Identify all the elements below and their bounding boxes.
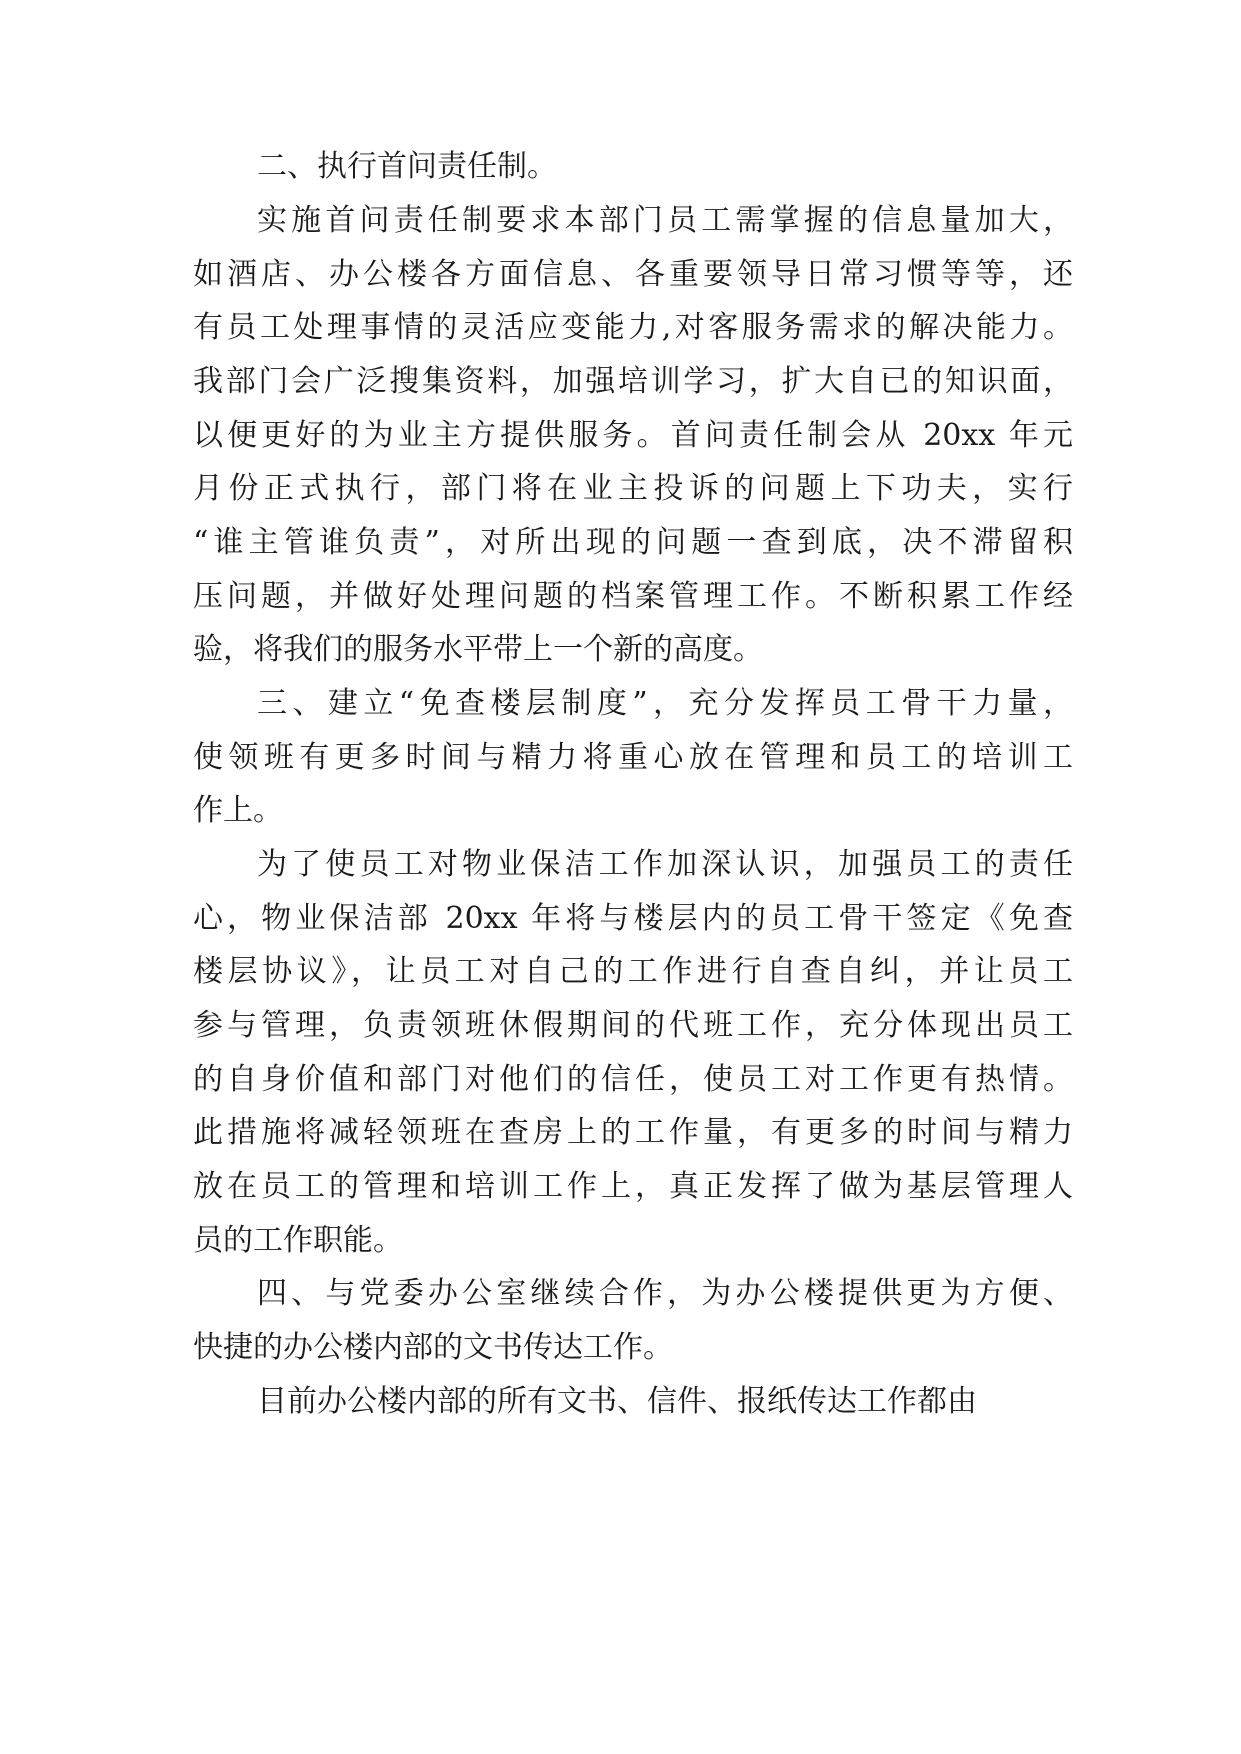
paragraph-line: 为了使员工对物业保洁工作加深认识，加强员工的责任: [257, 847, 1073, 882]
paragraph-line: 压问题，并做好处理问题的档案管理工作。不断积累工作经: [193, 579, 1073, 614]
paragraph-line: 实施首问责任制要求本部门员工需掌握的信息量加大，: [257, 203, 1073, 238]
paragraph-line: 楼层协议》，让员工对自己的工作进行自查自纠，并让员工: [193, 954, 1073, 989]
paragraph-line: 有员工处理事情的灵活应变能力,对客服务需求的解决能力。: [193, 310, 1073, 345]
paragraph-line: 验，将我们的服务水平带上一个新的高度。: [193, 632, 763, 667]
paragraph-line: 此措施将减轻领班在查房上的工作量，有更多的时间与精力: [193, 1115, 1073, 1150]
heading-three: 三、建立“免查楼层制度”，充分发挥员工骨干力量，: [257, 686, 1073, 721]
paragraph-line: 的自身价值和部门对他们的信任，使员工对工作更有热情。: [193, 1062, 1073, 1097]
paragraph-line: 员的工作职能。: [193, 1223, 403, 1258]
paragraph-line: 参与管理，负责领班休假期间的代班工作，充分体现出员工: [193, 1008, 1073, 1043]
paragraph-line: “谁主管谁负责”，对所出现的问题一查到底，决不滞留积: [193, 525, 1073, 560]
heading-three-continued: 使领班有更多时间与精力将重心放在管理和员工的培训工: [193, 740, 1073, 775]
heading-four: 四、与党委办公室继续合作，为办公楼提供更为方便、: [257, 1276, 1073, 1311]
paragraph-line: 心，物业保洁部 20xx 年将与楼层内的员工骨干签定《免查: [193, 901, 1073, 936]
heading-two: 二、执行首问责任制。: [257, 149, 557, 184]
paragraph-line: 我部门会广泛搜集资料，加强培训学习，扩大自已的知识面，: [193, 364, 1073, 399]
paragraph-line: 目前办公楼内部的所有文书、信件、报纸传达工作都由: [257, 1384, 977, 1419]
paragraph-line: 以便更好的为业主方提供服务。首问责任制会从 20xx 年元: [193, 418, 1073, 453]
paragraph-line: 月份正式执行，部门将在业主投诉的问题上下功夫，实行: [193, 471, 1073, 506]
heading-three-continued: 作上。: [193, 793, 283, 828]
heading-four-continued: 快捷的办公楼内部的文书传达工作。: [193, 1330, 673, 1365]
paragraph-line: 放在员工的管理和培训工作上，真正发挥了做为基层管理人: [193, 1169, 1073, 1204]
paragraph-line: 如酒店、办公楼各方面信息、各重要领导日常习惯等等，还: [193, 257, 1073, 292]
